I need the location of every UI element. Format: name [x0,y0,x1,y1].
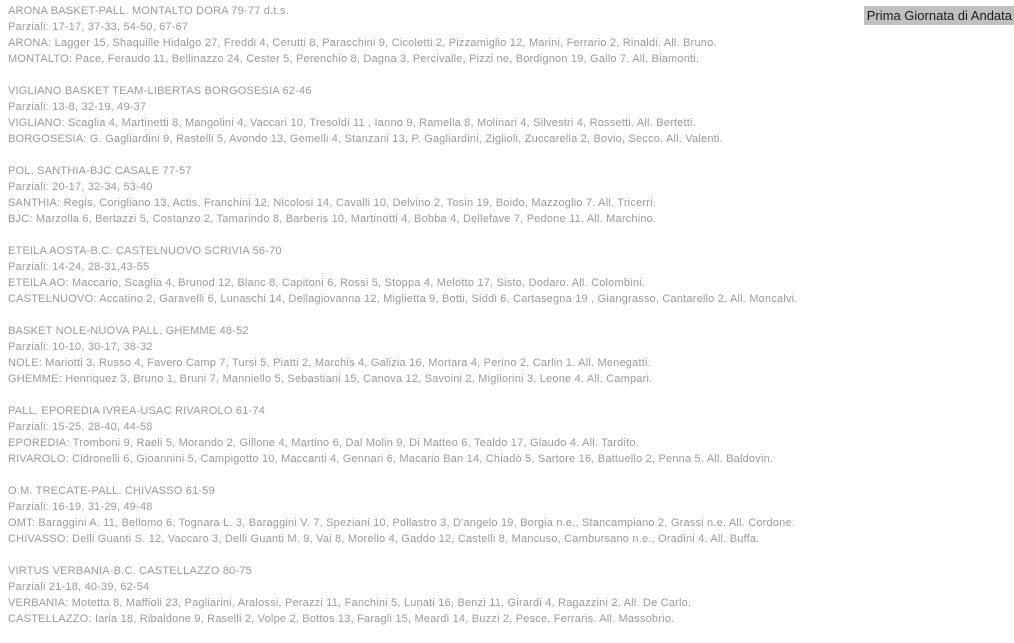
match-title: PALL. EPOREDIA IVREA-USAC RIVAROLO 61-74 [8,405,266,417]
match-title: O.M. TRECATE-PALL. CHIVASSO 61-59 [8,485,215,497]
match-result [8,323,798,387]
home-team-roster: ETEILA AO: Maccario, Scaglia 4, Brunod 12, Blanc 8, Capitoni 6, Rossi 5, Stoppa 4, Melotto 17, Sisto, Dodaro. All. Colombini. [8,277,646,289]
round-header-highlight: Prima Giornata di Andata [864,6,1014,25]
match-partials: Parziali: 17-17, 37-33, 54-50, 67-67 [8,21,189,33]
away-team-roster: RIVAROLO: Cidronelli 6, Gioannini 5, Campigotto 10, Maccanti 4, Gennari 6, Macario Ban 14, Chiadò 5, Sartore 16, Battuello 2, Penna 5. All. Baldovin. [8,453,774,465]
match-partials: Parziali 21-18, 40-39, 62-54 [8,581,150,593]
match-title: VIRTUS VERBANIA-B.C. CASTELLAZZO 80-75 [8,565,252,577]
match-result [8,563,798,627]
away-team-roster: CASTELNUOVO: Accatino 2, Garavelli 6, Lunaschi 14, Dellagiovanna 12, Miglietta 9, Botti, Siddi 6, Cartasegna 19 , Giangrasso, Cantarello 2. All. Moncalvi. [8,293,798,305]
home-team-roster: SANTHIA: Regis, Corigliano 13, Actis, Franchini 12, Nicolosi 14, Cavalli 10, Delvino 2, Tosin 19, Boido, Mazzoglio 7. All. Tricerri. [8,197,656,209]
away-team-roster: BORGOSESIA: G. Gagliardini 9, Rastelli 5, Avondo 13, Gemelli 4, Stanzani 13, P. Gagliardini, Ziglioli, Zuccarella 2, Bovio, Secco. All. Valenti. [8,133,723,145]
home-team-roster: EPOREDIA: Tromboni 9, Raeli 5, Morando 2, Gillone 4, Martino 6, Dal Molin 9, Di Matteo 6, Tealdo 17, Glaudo 4. All. Tardito. [8,437,639,449]
match-partials: Parziali: 16-19, 31-29, 49-48 [8,501,153,513]
match-title: VIGLIANO BASKET TEAM-LIBERTAS BORGOSESIA 62-46 [8,85,312,97]
home-team-roster: VERBANIA: Motetta 8, Maffioli 23, Pagliarini, Aralossi, Perazzi 11, Fanchini 5, Lunati 16, Benzi 11, Girardi 4, Ragazzini 2. All. De Carlo. [8,597,692,609]
home-team-roster: VIGLIANO: Scaglia 4, Martinetti 8, Mangolini 4, Vaccari 10, Tresoldi 11 , Ianno 9, Ramella 8, Molinari 4, Silvestri 4, Rossetti. All. Bertetti. [8,117,696,129]
match-partials: Parziali: 20-17, 32-34, 53-40 [8,181,153,193]
away-team-roster: CHIVASSO: Delli Guanti S. 12, Vaccaro 3, Delli Guanti M. 9, Vai 8, Morello 4, Gaddo 12, Castelli 8, Mancuso, Cambursano n.e., Oradini 4. All. Buffa. [8,533,760,545]
away-team-roster: MONTALTO: Pace, Feraudo 11, Bellinazzo 24, Cester 5, Perenchio 8, Dagna 3, Percivalle, Pizzi ne, Bordignon 19, Gallo 7. All. Biamonti. [8,53,700,65]
match-result [8,163,798,227]
match-partials: Parziali: 13-8, 32-19, 49-37 [8,101,147,113]
match-result [8,3,798,67]
away-team-roster: BJC: Marzolla 6, Bertazzi 5, Costanzo 2, Tamarindo 8, Barberis 10, Martinotti 4, Bobba 4, Dellefave 7, Pedone 11. All. Marchino. [8,213,657,225]
match-result [8,403,798,467]
match-title: ETEILA AOSTA-B.C. CASTELNUOVO SCRIVIA 56-70 [8,245,282,257]
home-team-roster: NOLE: Mariotti 3, Russo 4, Favero Camp 7, Tursi 5, Piatti 2, Marchis 4, Galizia 16, Mortara 4, Perino 2, Carlin 1. All. Menegatti. [8,357,651,369]
away-team-roster: CASTELLAZZO: Iaria 18, Ribaldone 9, Raselli 2, Volpe 2, Bottos 13, Faragli 15, Meardi 14, Buzzi 2, Pesce, Ferraris. All. Massobrio. [8,613,675,625]
home-team-roster: OMT: Baraggini A. 11, Bellomo 6, Tognara L. 3, Baraggini V. 7, Speziani 10, Pollastro 3, D'angelo 19, Borgia n.e., Stancampiano 2, Grassi n.e. All. Cordone. [8,517,796,529]
match-result [8,483,798,547]
home-team-roster: ARONA: Lagger 15, Shaquille Hidalgo 27, Freddi 4, Cerutti 8, Paracchini 9, Cicoletti 2, Pizzamiglio 12, Marini, Ferrario 2, Rinaldi. All. Bruno. [8,37,717,49]
match-title: BASKET NOLE-NUOVA PALL. GHEMME 48-52 [8,325,249,337]
results-list [8,3,798,643]
match-partials: Parziali: 14-24, 28-31,43-55 [8,261,150,273]
match-partials: Parziali: 15-25, 28-40, 44-58 [8,421,153,433]
match-result [8,243,798,307]
match-result [8,83,798,147]
match-title: ARONA BASKET-PALL. MONTALTO DORA 79-77 d.t.s. [8,5,289,17]
match-partials: Parziali: 10-10, 30-17, 38-32 [8,341,153,353]
away-team-roster: GHEMME: Henriquez 3, Bruno 1, Bruni 7, Manniello 5, Sebastiani 15, Canova 12, Savoini 2, Migliorini 3, Leone 4. All. Campari. [8,373,653,385]
match-title: POL. SANTHIA-BJC CASALE 77-57 [8,165,192,177]
